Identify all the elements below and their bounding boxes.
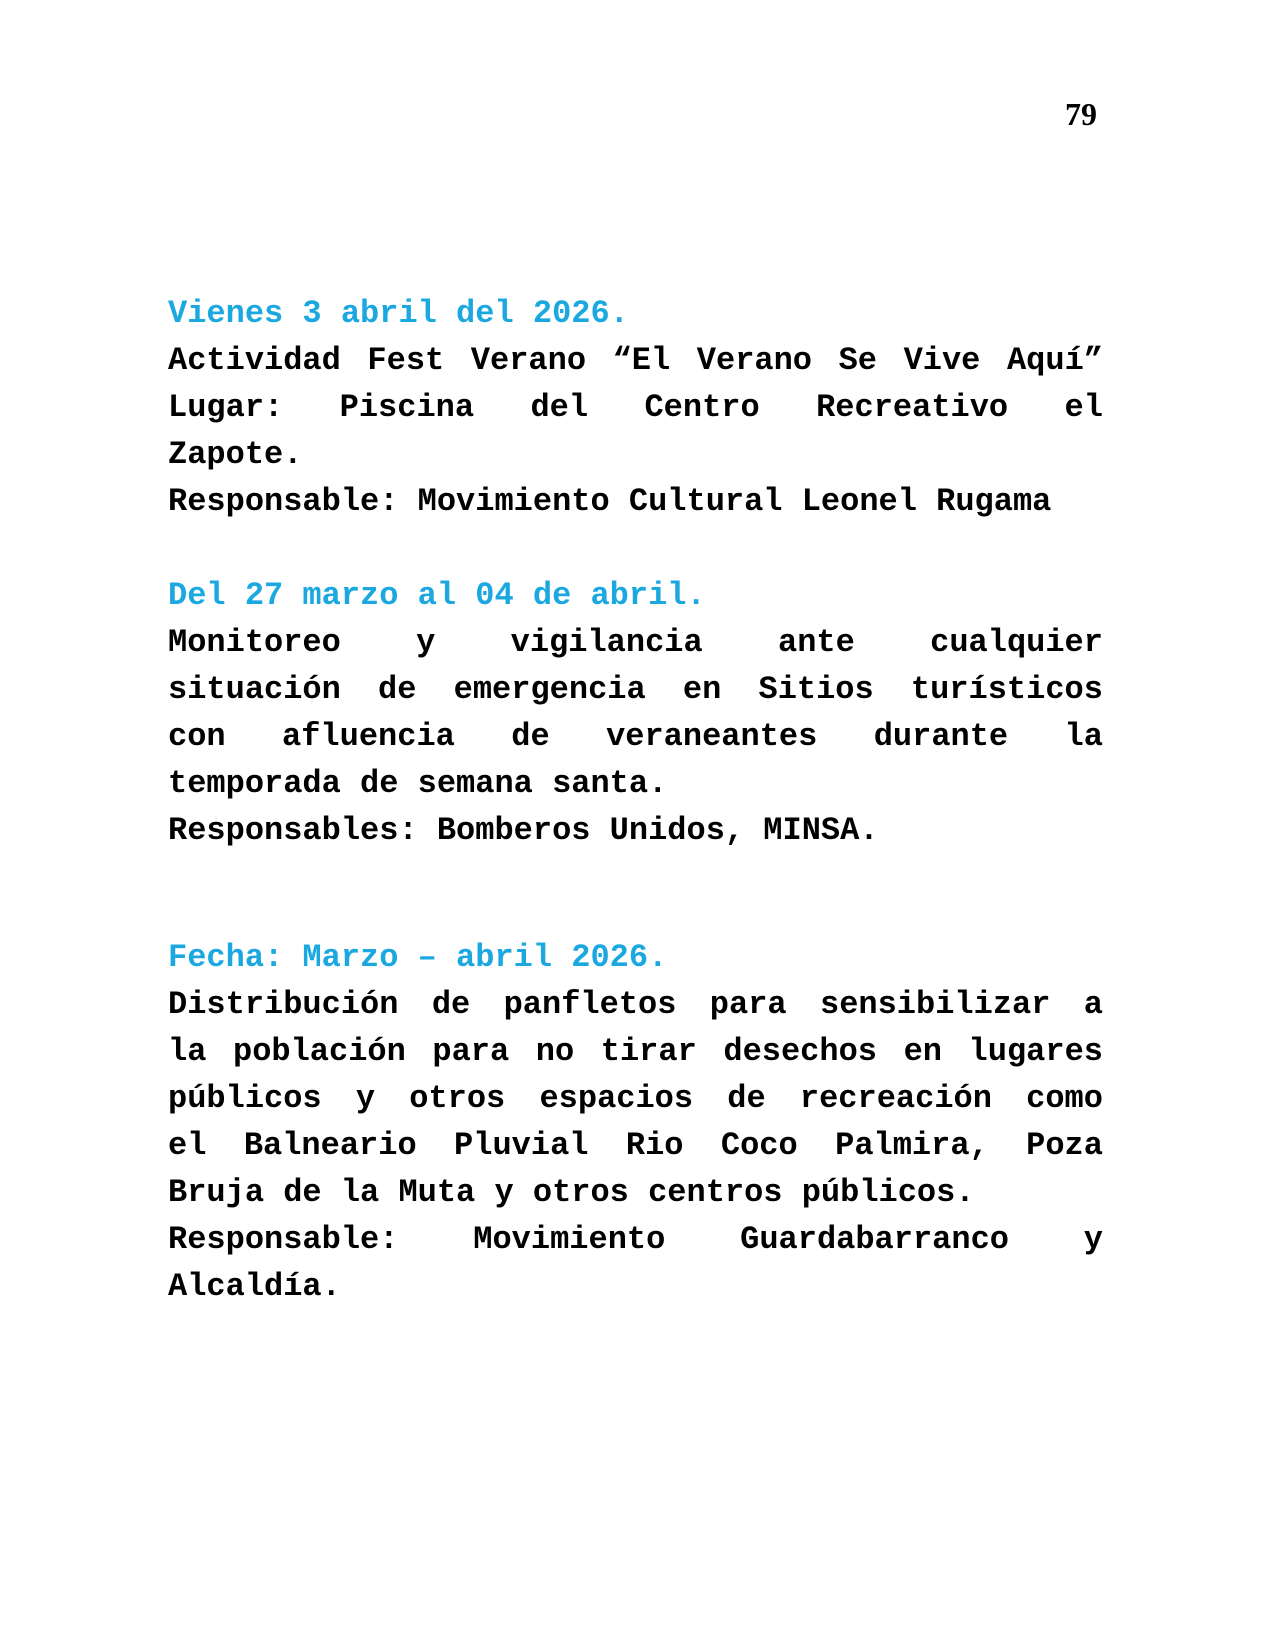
word: Balneario bbox=[243, 1127, 417, 1164]
word: Piscina bbox=[339, 389, 475, 426]
word: Sitios bbox=[758, 671, 874, 708]
word: Palmira, bbox=[835, 1127, 989, 1164]
word: vigilancia bbox=[510, 624, 703, 661]
section-heading: Vienes 3 abril del 2026. bbox=[168, 295, 629, 332]
word: emergencia bbox=[453, 671, 646, 708]
text-line: Responsables: Bomberos Unidos, MINSA. bbox=[168, 812, 879, 849]
word: Actividad bbox=[168, 342, 341, 379]
word: población bbox=[232, 1033, 406, 1070]
word: turísticos bbox=[910, 671, 1103, 708]
word: la bbox=[1064, 718, 1103, 755]
text-line bbox=[168, 337, 1103, 384]
word: Verano bbox=[696, 342, 812, 379]
text-line: Bruja de la Muta y otros centros públicos. bbox=[168, 1174, 975, 1211]
text-line bbox=[168, 1075, 1103, 1122]
word: la bbox=[168, 1033, 207, 1070]
word: ante bbox=[778, 624, 855, 661]
word: de bbox=[511, 718, 550, 755]
word: espacios bbox=[539, 1080, 694, 1117]
word: Movimiento bbox=[473, 1221, 666, 1258]
text-line bbox=[168, 713, 1103, 760]
word: panfletos bbox=[503, 986, 677, 1023]
text-line bbox=[168, 1122, 1103, 1169]
word: de bbox=[378, 671, 417, 708]
word: Se bbox=[838, 342, 877, 379]
word: Guardabarranco bbox=[740, 1221, 1009, 1258]
word: Aquí” bbox=[1006, 342, 1103, 379]
document-content bbox=[168, 290, 1103, 1310]
word: no bbox=[535, 1033, 575, 1070]
word: sensibilizar bbox=[819, 986, 1051, 1023]
word: Monitoreo bbox=[168, 624, 341, 661]
section-heading: Del 27 marzo al 04 de abril. bbox=[168, 577, 706, 614]
word: públicos bbox=[168, 1080, 322, 1117]
word: Coco bbox=[720, 1127, 798, 1164]
word: Rio bbox=[625, 1127, 684, 1164]
word: en bbox=[682, 671, 722, 708]
word: “El bbox=[612, 342, 671, 379]
section-3 bbox=[168, 934, 1103, 1310]
text-line bbox=[168, 666, 1103, 713]
word: con bbox=[168, 718, 226, 755]
word: Centro bbox=[644, 389, 760, 426]
word: del bbox=[530, 389, 589, 426]
word: Verano bbox=[470, 342, 587, 379]
word: Responsable: bbox=[168, 1221, 399, 1258]
word: cualquier bbox=[930, 624, 1103, 661]
text-line bbox=[168, 384, 1103, 431]
text-line: temporada de semana santa. bbox=[168, 765, 668, 802]
section-heading: Fecha: Marzo – abril 2026. bbox=[168, 939, 668, 976]
word: para bbox=[709, 986, 787, 1023]
word: otros bbox=[409, 1080, 506, 1117]
word: y bbox=[1083, 1221, 1103, 1258]
word: durante bbox=[873, 718, 1009, 755]
word: en bbox=[903, 1033, 942, 1070]
word: Fest bbox=[367, 342, 445, 379]
word: Pluvial bbox=[454, 1127, 589, 1164]
word: recreación bbox=[799, 1080, 992, 1117]
text-line: Responsable: Movimiento Cultural Leonel Rugama bbox=[168, 483, 1052, 520]
word: Lugar: bbox=[168, 389, 284, 426]
word: Recreativo bbox=[816, 389, 1009, 426]
word: Poza bbox=[1026, 1127, 1103, 1164]
word: el bbox=[168, 1127, 207, 1164]
word: lugares bbox=[968, 1033, 1103, 1070]
text-line bbox=[168, 1216, 1103, 1263]
word: afluencia bbox=[282, 718, 455, 755]
word: a bbox=[1083, 986, 1103, 1023]
text-line bbox=[168, 1028, 1103, 1075]
word: Vive bbox=[903, 342, 981, 379]
text-line bbox=[168, 619, 1103, 666]
word: de bbox=[431, 986, 471, 1023]
word: situación bbox=[168, 671, 341, 708]
word: y bbox=[355, 1080, 376, 1117]
word: veraneantes bbox=[606, 718, 818, 755]
word: como bbox=[1026, 1080, 1103, 1117]
word: y bbox=[416, 624, 436, 661]
section-2 bbox=[168, 572, 1103, 854]
word: Distribución bbox=[168, 986, 399, 1023]
text-line bbox=[168, 981, 1103, 1028]
word: de bbox=[727, 1080, 766, 1117]
text-line: Zapote. bbox=[168, 436, 303, 473]
word: el bbox=[1064, 389, 1103, 426]
word: para bbox=[432, 1033, 510, 1070]
page-number: 79 bbox=[1065, 96, 1097, 132]
text-line: Alcaldía. bbox=[168, 1268, 341, 1305]
section-1 bbox=[168, 290, 1103, 525]
word: tirar bbox=[600, 1033, 697, 1070]
word: desechos bbox=[723, 1033, 877, 1070]
